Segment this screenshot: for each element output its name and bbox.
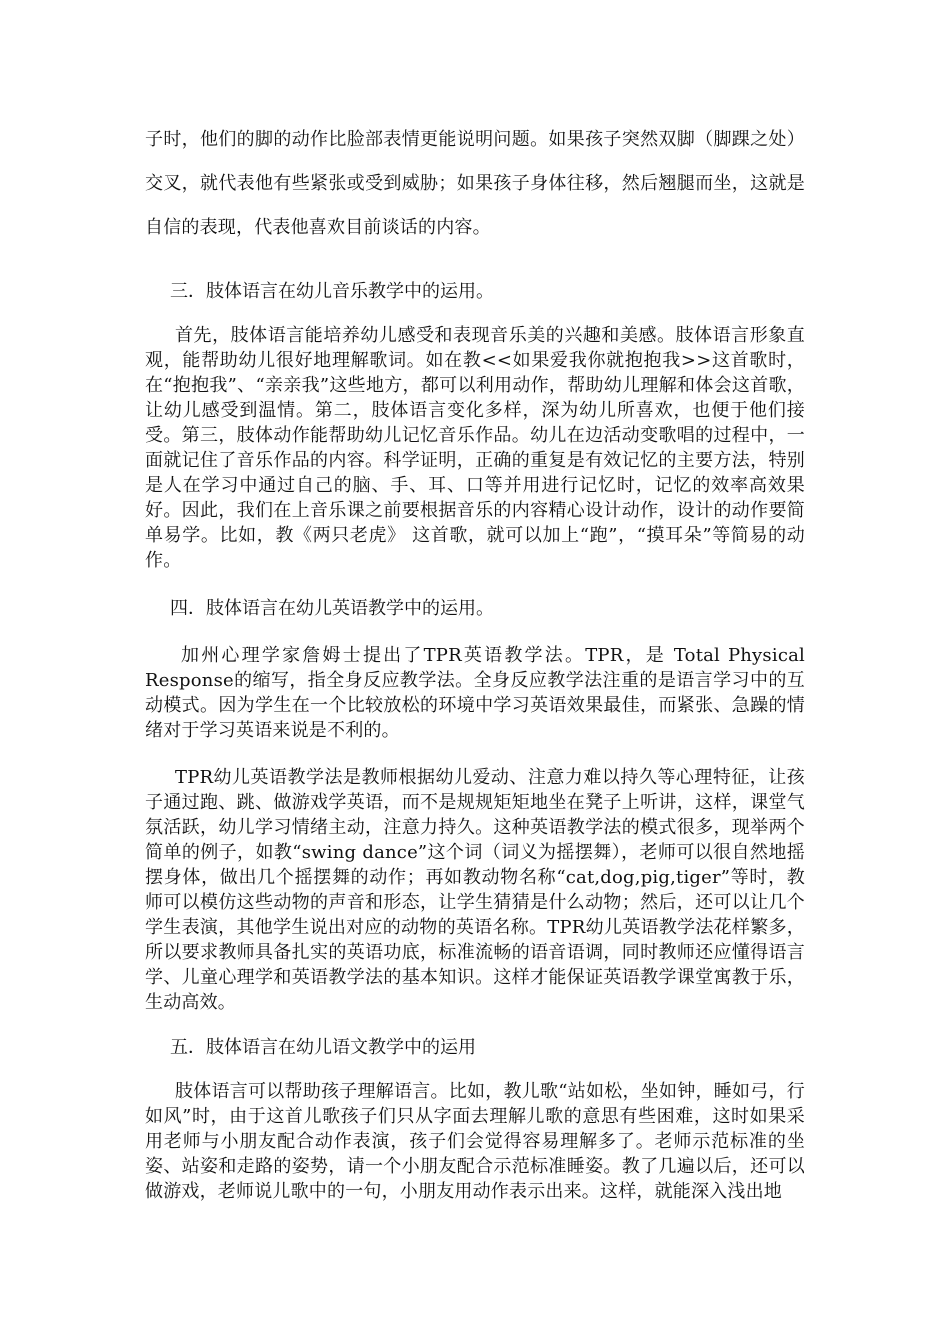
paragraph-music: 首先，肢体语言能培养幼儿感受和表现音乐美的兴趣和美感。肢体语言形象直观，能帮助幼儿很好地理解歌词。如在教<<如果爱我你就抱抱我>>这首歌时，在“抱抱我”、“亲亲我”这些地方，都可以利用动作，帮助幼儿理解和体会这首歌，让幼儿感受到温情。第二，肢体语言变化多样，深为幼儿所喜欢，也便于他们接受。第三，肢体动作能帮助幼儿记忆音乐作品。幼儿在边活动变歌唱的过程中，一面就记住了音乐作品的内容。科学证明，正确的重复是有效记忆的主要方法，特别是人在学习中通过自己的脑、手、耳、口等并用进行记忆时，记忆的效率高效果好。因此，我们在上音乐课之前要根据音乐的内容精心设计动作，设计的动作要简单易学。比如，教《两只老虎》 这首歌，就可以加上“跑”，“摸耳朵”等简易的动作。 [145,325,805,571]
paragraph-intro: 子时，他们的脚的动作比脸部表情更能说明问题。如果孩子突然双脚（脚踝之处）交叉，就代表他有些紧张或受到威胁；如果孩子身体往移，然后翘腿而坐，这就是自信的表现，代表他喜欢目前谈话的内容。 [145,129,805,238]
paragraph-chinese: 肢体语言可以帮助孩子理解语言。比如，教儿歌“站如松，坐如钟，睡如弓，行如风”时，由于这首儿歌孩子们只从字面去理解儿歌的意思有些困难，这时如果采用老师与小朋友配合动作表演，孩子们会觉得容易理解多了。老师示范标准的坐姿、站姿和走路的姿势，请一个小朋友配合示范标准睡姿。教了几遍以后，还可以做游戏，老师说儿歌中的一句，小朋友用动作表示出来。这样，就能深入浅出地 [145,1081,805,1202]
section-heading-chinese: 五．肢体语言在幼儿语文教学中的运用 [170,1037,476,1058]
section-heading-english: 四．肢体语言在幼儿英语教学中的运用。 [170,598,494,619]
paragraph-tpr-intro: 加州心理学家詹姆士提出了TPR英语教学法。TPR，是 Total Physical Response的缩写，指全身反应教学法。全身反应教学法注重的是语言学习中的互动模式。因为学生在一个比较放松的环境中学习英语效果最佳，而紧张、急躁的情绪对于学习英语来说是不利的。 [145,645,805,741]
section-heading-music: 三．肢体语言在幼儿音乐教学中的运用。 [170,281,494,302]
paragraph-tpr-method: TPR幼儿英语教学法是教师根据幼儿爱动、注意力难以持久等心理特征，让孩子通过跑、跳、做游戏学英语，而不是规规矩矩地坐在凳子上听讲，这样，课堂气氛活跃，幼儿学习情绪主动，注意力持久。这种英语教学法的模式很多，现举两个简单的例子，如教“swing dance”这个词（词义为摇摆舞），老师可以很自然地摇摆身体，做出几个摇摆舞的动作；再如教动物名称“cat,dog,pig,tiger”等时，教师可以模仿这些动物的声音和形态，让学生猜猜是什么动物；然后，还可以让几个学生表演，其他学生说出对应的动物的英语名称。TPR幼儿英语教学法花样繁多，所以要求教师具备扎实的英语功底，标准流畅的语音语调，同时教师还应懂得语言学、儿童心理学和英语教学法的基本知识。这样才能保证英语教学课堂寓教于乐，生动高效。 [145,767,805,1013]
